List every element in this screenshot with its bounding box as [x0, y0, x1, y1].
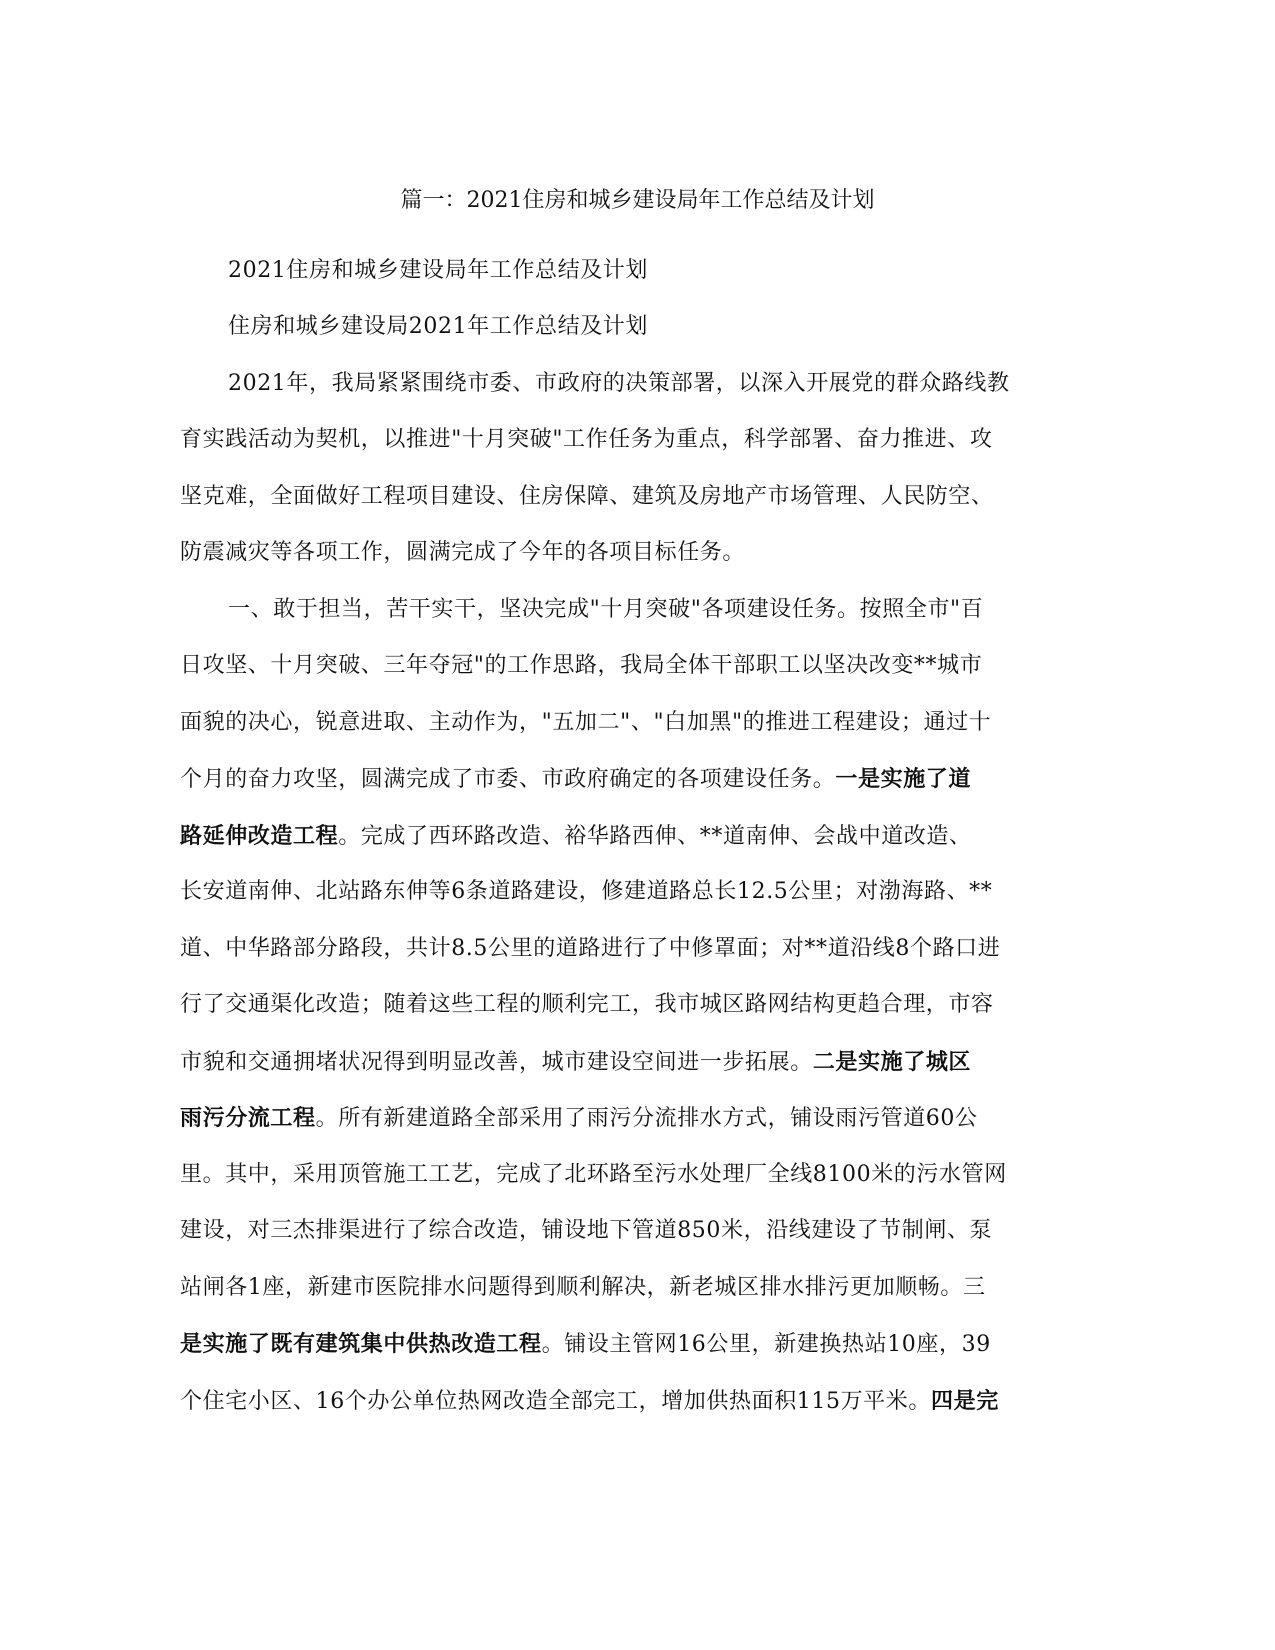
para2-line-14	[180, 1329, 991, 1360]
document-title: 篇一：2021住房和城乡建设局年工作总结及计划	[400, 188, 875, 213]
para2-line-2: 日攻坚、十月突破、三年夺冠"的工作思路，我局全体干部职工以坚决改变**城市	[180, 653, 983, 678]
para2-line-1: 一、敢于担当，苦干实干，坚决完成"十月突破"各项建设任务。按照全市"百	[228, 597, 984, 622]
para2-line-15-text: 个住宅小区、16个办公单位热网改造全部完工，增加供热面积115万平米。	[180, 1389, 931, 1414]
para2-line-4	[180, 764, 971, 795]
para2-line-10-text: 。所有新建道路全部采用了雨污分流排水方式，铺设雨污管道60公	[315, 1106, 978, 1131]
para2-line-15	[180, 1386, 999, 1417]
para2-line-4-text: 个月的奋力攻坚，圆满完成了市委、市政府确定的各项建设任务。	[180, 767, 836, 792]
para1-line-3: 坚克难，全面做好工程项目建设、住房保障、建筑及房地产市场管理、人民防空、	[180, 484, 994, 509]
para2-line-13: 站闸各1座，新建市医院排水问题得到顺利解决，新老城区排水排污更加顺畅。三	[180, 1275, 986, 1300]
para2-line-10-bold: 雨污分流工程	[180, 1105, 316, 1131]
para2-line-14-bold: 是实施了既有建筑集中供热改造工程	[180, 1331, 542, 1357]
para2-line-10	[180, 1103, 978, 1134]
para2-line-12: 建设，对三杰排渠进行了综合改造，铺设地下管道850米，沿线建设了节制闸、泵	[180, 1218, 993, 1243]
para1-line-4: 防震减灾等各项工作，圆满完成了今年的各项目标任务。	[180, 540, 746, 565]
para2-line-9	[180, 1047, 971, 1078]
para2-line-9-bold: 二是实施了城区	[812, 1049, 972, 1075]
para2-line-5-bold: 路延伸改造工程	[180, 823, 339, 849]
subtitle-2: 住房和城乡建设局2021年工作总结及计划	[228, 314, 648, 339]
para2-line-9-text: 市貌和交通拥堵状况得到明显改善，城市建设空间进一步拓展。	[180, 1050, 813, 1075]
para1-line-2: 育实践活动为契机，以推进"十月突破"工作任务为重点，科学部署、奋力推进、攻	[180, 427, 993, 452]
subtitle-1: 2021住房和城乡建设局年工作总结及计划	[228, 258, 648, 283]
para2-line-8: 行了交通渠化改造；随着这些工程的顺利完工，我市城区路网结构更趋合理，市容	[180, 992, 994, 1017]
para2-line-15-bold: 四是完	[931, 1388, 999, 1414]
para2-line-7: 道、中华路部分路段，共计8.5公里的道路进行了中修罩面；对**道沿线8个路口进	[180, 936, 1001, 961]
para2-line-11: 里。其中，采用顶管施工工艺，完成了北环路至污水处理厂全线8100米的污水管网	[180, 1162, 1007, 1187]
para1-line-1: 2021年，我局紧紧围绕市委、市政府的决策部署，以深入开展党的群众路线教	[228, 371, 1010, 396]
para2-line-5-text: 。完成了西环路改造、裕华路西伸、**道南伸、会战中道改造、	[338, 824, 972, 849]
para2-line-14-text: 。铺设主管网16公里，新建换热站10座，39	[541, 1332, 991, 1357]
para2-line-5	[180, 821, 972, 852]
para2-line-3: 面貌的决心，锐意进取、主动作为，"五加二"、"白加黑"的推进工程建设；通过十	[180, 710, 992, 735]
para2-line-4-bold: 一是实施了道	[835, 766, 972, 792]
para2-line-6: 长安道南伸、北站路东伸等6条道路建设，修建道路总长12.5公里；对渤海路、**	[180, 879, 993, 904]
